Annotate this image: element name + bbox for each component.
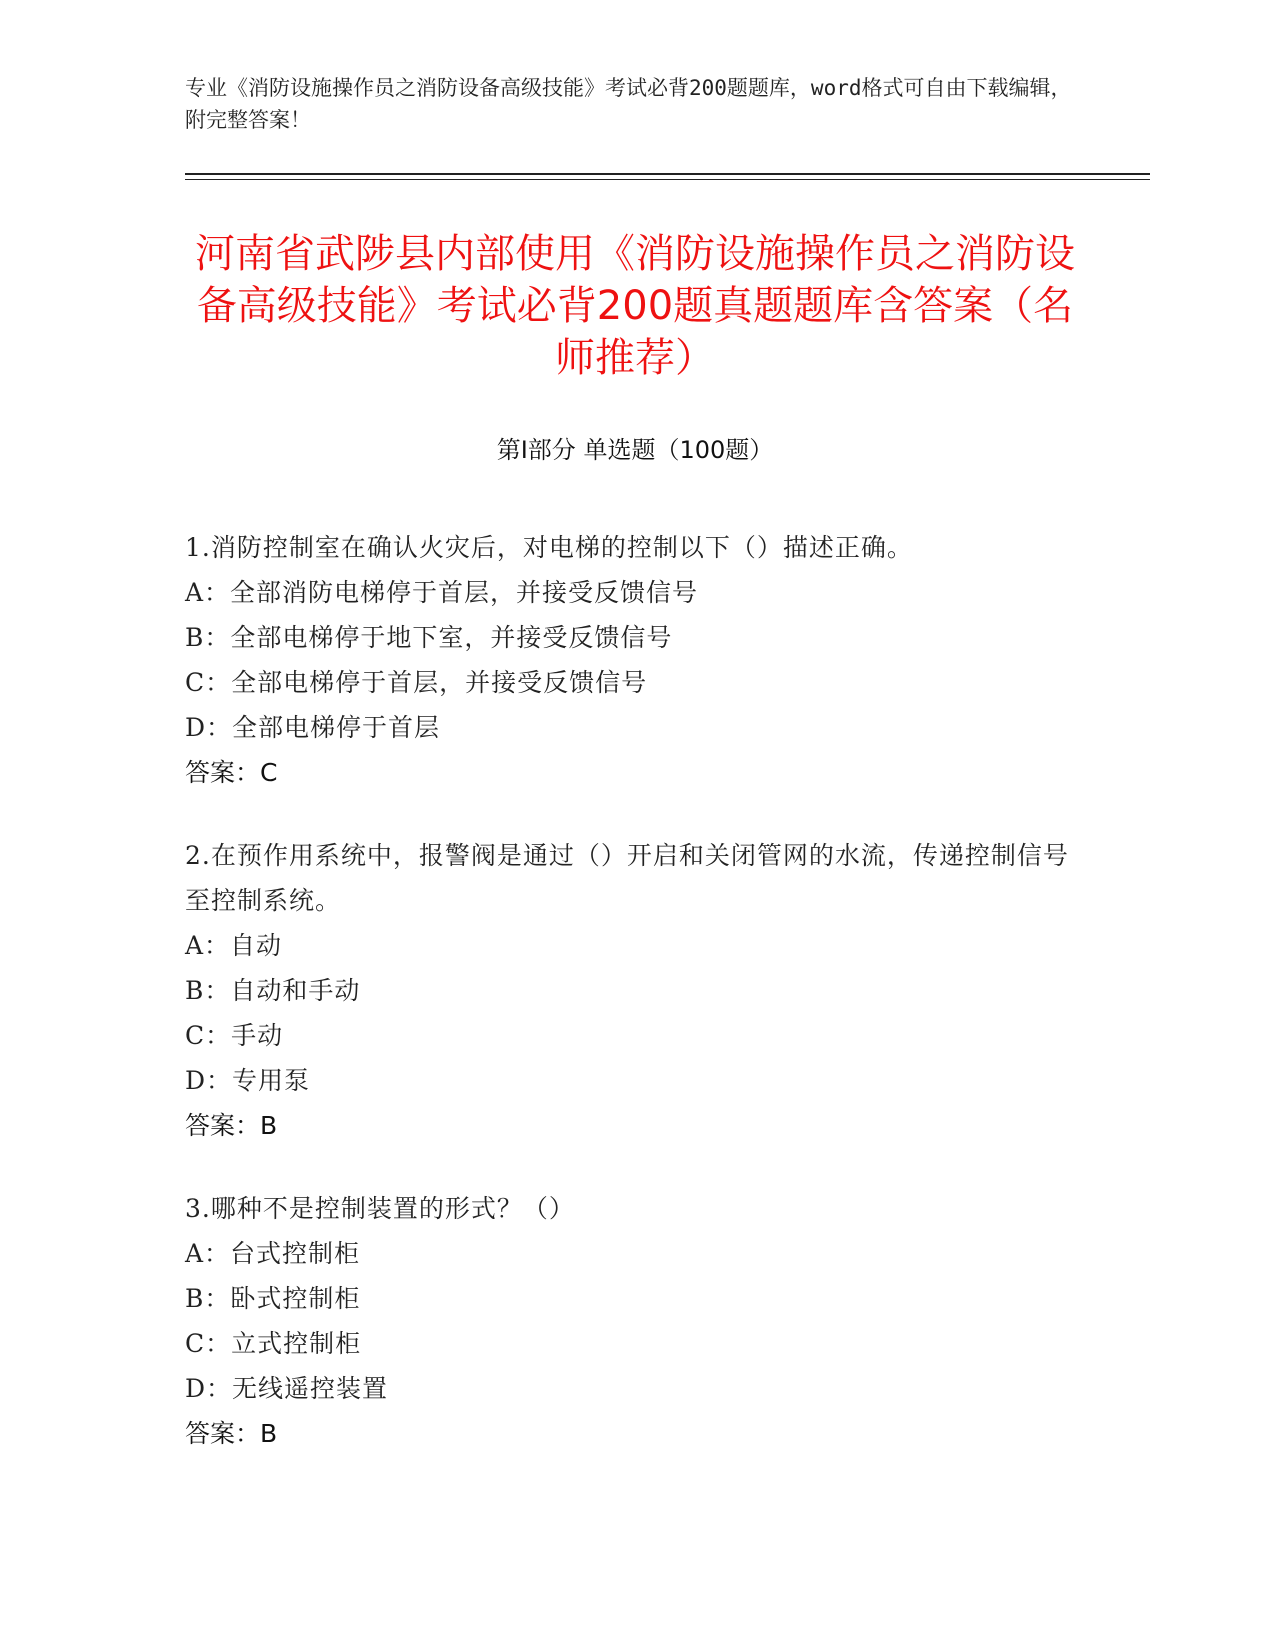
- option-b: B：卧式控制柜: [185, 1284, 361, 1313]
- answer: 答案：B: [185, 1419, 278, 1448]
- option-a: A：台式控制柜: [185, 1239, 361, 1268]
- option-d: D：全部电梯停于首层: [185, 713, 441, 742]
- answer: 答案：B: [185, 1111, 278, 1140]
- header-rule-thin: [185, 179, 1150, 180]
- option-a: A：自动: [185, 931, 283, 960]
- option-b: B：自动和手动: [185, 976, 361, 1005]
- header-rule: [185, 173, 1150, 175]
- document-title: 河南省武陟县内部使用《消防设施操作员之消防设备高级技能》考试必背200题真题题库含答案（名师推荐）: [195, 231, 1075, 381]
- header-note: 专业《消防设施操作员之消防设备高级技能》考试必背200题题库，word格式可自由下载编辑，附完整答案！: [185, 76, 1072, 132]
- option-c: C：立式控制柜: [185, 1329, 362, 1358]
- question-3: [185, 1186, 1085, 1456]
- question-1: [185, 525, 1085, 795]
- answer: 答案：C: [185, 758, 278, 787]
- option-c: C：手动: [185, 1021, 284, 1050]
- question-2: [185, 833, 1085, 1148]
- option-a: A：全部消防电梯停于首层，并接受反馈信号: [185, 578, 699, 607]
- question-list: [185, 525, 1085, 1494]
- option-d: D：无线遥控装置: [185, 1374, 389, 1403]
- section-heading: 第Ⅰ部分 单选题（100题）: [496, 436, 774, 464]
- question-stem: 3.哪种不是控制装置的形式？（）: [185, 1194, 575, 1223]
- option-d: D：专用泵: [185, 1066, 311, 1095]
- option-b: B：全部电梯停于地下室，并接受反馈信号: [185, 623, 673, 652]
- option-c: C：全部电梯停于首层，并接受反馈信号: [185, 668, 648, 697]
- question-stem: 2.在预作用系统中，报警阀是通过（）开启和关闭管网的水流，传递控制信号至控制系统。: [185, 841, 1069, 915]
- question-stem: 1.消防控制室在确认火灾后，对电梯的控制以下（）描述正确。: [185, 533, 913, 562]
